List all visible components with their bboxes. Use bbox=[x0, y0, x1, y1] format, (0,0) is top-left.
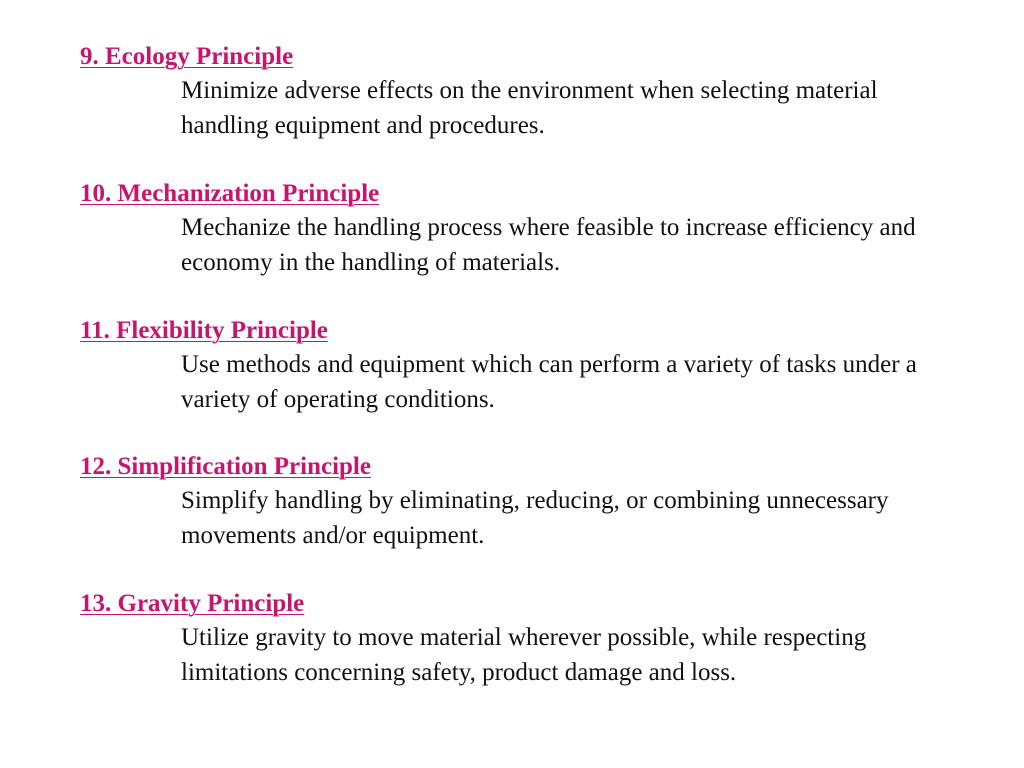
principle-description: Mechanize the handling process where feasible to increase efficiency and economy in the handling of materials. bbox=[181, 214, 916, 276]
principle-description: Use methods and equipment which can perform a variety of tasks under a variety of operating conditions. bbox=[181, 351, 917, 413]
principle-ecology bbox=[80, 40, 960, 143]
principle-description: Utilize gravity to move material wherever possible, while respecting limitations concerning safety, product damage and loss. bbox=[181, 624, 867, 686]
principle-title: 11. Flexibility Principle bbox=[80, 317, 328, 344]
principle-title: 13. Gravity Principle bbox=[80, 590, 305, 617]
principle-description: Simplify handling by eliminating, reducing, or combining unnecessary movements and/or equipment. bbox=[181, 487, 889, 549]
principle-title: 9. Ecology Principle bbox=[80, 43, 294, 70]
principle-simplification bbox=[80, 450, 960, 553]
principle-mechanization bbox=[80, 177, 960, 280]
principle-flexibility bbox=[80, 314, 960, 417]
principle-title: 12. Simplification Principle bbox=[80, 453, 371, 480]
principle-gravity bbox=[80, 587, 960, 690]
principle-description: Minimize adverse effects on the environment when selecting material handling equipment and procedures. bbox=[181, 77, 878, 139]
principle-title: 10. Mechanization Principle bbox=[80, 180, 380, 207]
